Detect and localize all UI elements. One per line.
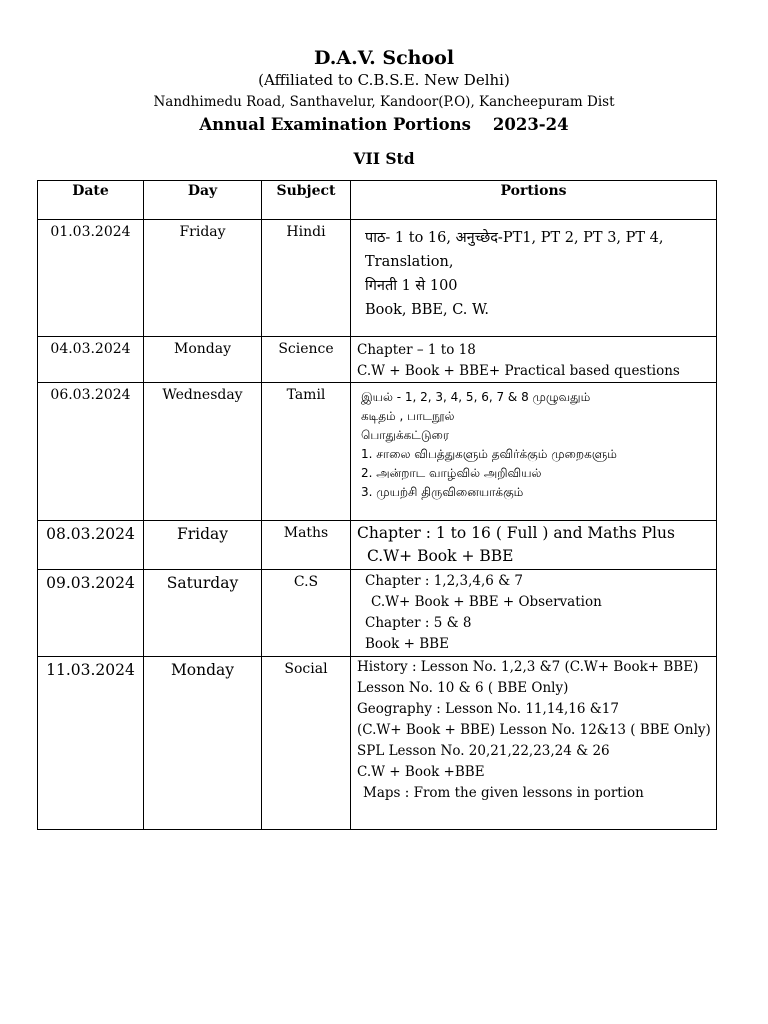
day-cell: Saturday xyxy=(144,570,262,657)
subject-cell: Hindi xyxy=(262,220,351,337)
exam-title-line xyxy=(0,115,768,134)
portion-line: Maps : From the given lessons in portion xyxy=(363,785,644,801)
table-row xyxy=(38,220,717,337)
column-header-subject: Subject xyxy=(262,181,351,220)
date-cell: 11.03.2024 xyxy=(38,657,144,830)
day-cell: Friday xyxy=(144,521,262,570)
portion-line: गिनती 1 से 100 xyxy=(365,278,458,294)
portions-cell xyxy=(351,220,717,337)
portion-line: C.W+ Book + BBE xyxy=(367,547,514,565)
date-cell: 04.03.2024 xyxy=(38,337,144,383)
portion-line: Chapter : 5 & 8 xyxy=(365,615,472,631)
school-name: D.A.V. School xyxy=(313,47,455,69)
subject-cell: Social xyxy=(262,657,351,830)
subject-cell: C.S xyxy=(262,570,351,657)
table-row xyxy=(38,337,717,383)
portion-line: Lesson No. 10 & 6 ( BBE Only) xyxy=(357,680,569,696)
day-cell: Monday xyxy=(144,657,262,830)
date-cell: 08.03.2024 xyxy=(38,521,144,570)
portion-line: Chapter – 1 to 18 xyxy=(357,342,476,358)
day-cell: Wednesday xyxy=(144,383,262,521)
table-row xyxy=(38,383,717,521)
subject-cell: Maths xyxy=(262,521,351,570)
portion-line: History : Lesson No. 1,2,3 &7 (C.W+ Book+ BBE) xyxy=(357,659,699,675)
table-row xyxy=(38,570,717,657)
date-cell: 01.03.2024 xyxy=(38,220,144,337)
portions-table xyxy=(37,180,717,830)
portion-line: Chapter : 1 to 16 ( Full ) and Maths Plus xyxy=(357,524,675,542)
subject-cell: Science xyxy=(262,337,351,383)
table-row xyxy=(38,657,717,830)
portion-line: கடிதம் , பாடநூல் xyxy=(361,409,455,423)
column-header-date: Date xyxy=(38,181,144,220)
portion-line: Translation, xyxy=(365,254,454,270)
portion-line: Book, BBE, C. W. xyxy=(365,302,490,318)
portions-cell xyxy=(351,570,717,657)
portions-cell xyxy=(351,337,717,383)
table-row xyxy=(38,521,717,570)
portion-line: Geography : Lesson No. 11,14,16 &17 xyxy=(357,701,619,717)
portion-line: पाठ- 1 to 16, अनुच्छेद-PT1, PT 2, PT 3, PT 4, xyxy=(365,230,664,246)
academic-year: 2023-24 xyxy=(492,115,569,134)
portion-line: SPL Lesson No. 20,21,22,23,24 & 26 xyxy=(357,743,610,759)
portion-line: Book + BBE xyxy=(365,636,449,652)
affiliation: (Affiliated to C.B.S.E. New Delhi) xyxy=(258,71,510,89)
date-cell: 09.03.2024 xyxy=(38,570,144,657)
table-header-row xyxy=(38,181,717,220)
portion-line: 2. அன்றாட வாழ்வில் அறிவியல் xyxy=(361,466,542,480)
subject-cell: Tamil xyxy=(262,383,351,521)
portions-cell xyxy=(351,657,717,830)
school-address: Nandhimedu Road, Santhavelur, Kandoor(P.O), Kancheepuram Dist xyxy=(153,94,615,110)
portion-line: 1. சாலை விபத்துகளும் தவிர்க்கும் முறைகளும் xyxy=(361,447,617,461)
portions-cell xyxy=(351,521,717,570)
portion-line: C.W + Book + BBE+ Practical based questions xyxy=(357,363,680,379)
portion-line: இயல் - 1, 2, 3, 4, 5, 6, 7 & 8 முழுவதும் xyxy=(361,390,591,404)
portion-line: C.W + Book +BBE xyxy=(357,764,485,780)
portion-line: Chapter : 1,2,3,4,6 & 7 xyxy=(365,573,524,589)
day-cell: Monday xyxy=(144,337,262,383)
day-cell: Friday xyxy=(144,220,262,337)
portion-line: (C.W+ Book + BBE) Lesson No. 12&13 ( BBE Only) xyxy=(357,722,711,738)
portions-cell xyxy=(351,383,717,521)
class-std: VII Std xyxy=(353,149,415,168)
portion-line: 3. முயற்சி திருவினையாக்கும் xyxy=(361,485,524,499)
portion-line: C.W+ Book + BBE + Observation xyxy=(371,594,602,610)
date-cell: 06.03.2024 xyxy=(38,383,144,521)
exam-title: Annual Examination Portions xyxy=(199,115,471,134)
portion-line: பொதுக்கட்டுரை xyxy=(361,428,450,442)
column-header-portions: Portions xyxy=(351,181,717,220)
column-header-day: Day xyxy=(144,181,262,220)
